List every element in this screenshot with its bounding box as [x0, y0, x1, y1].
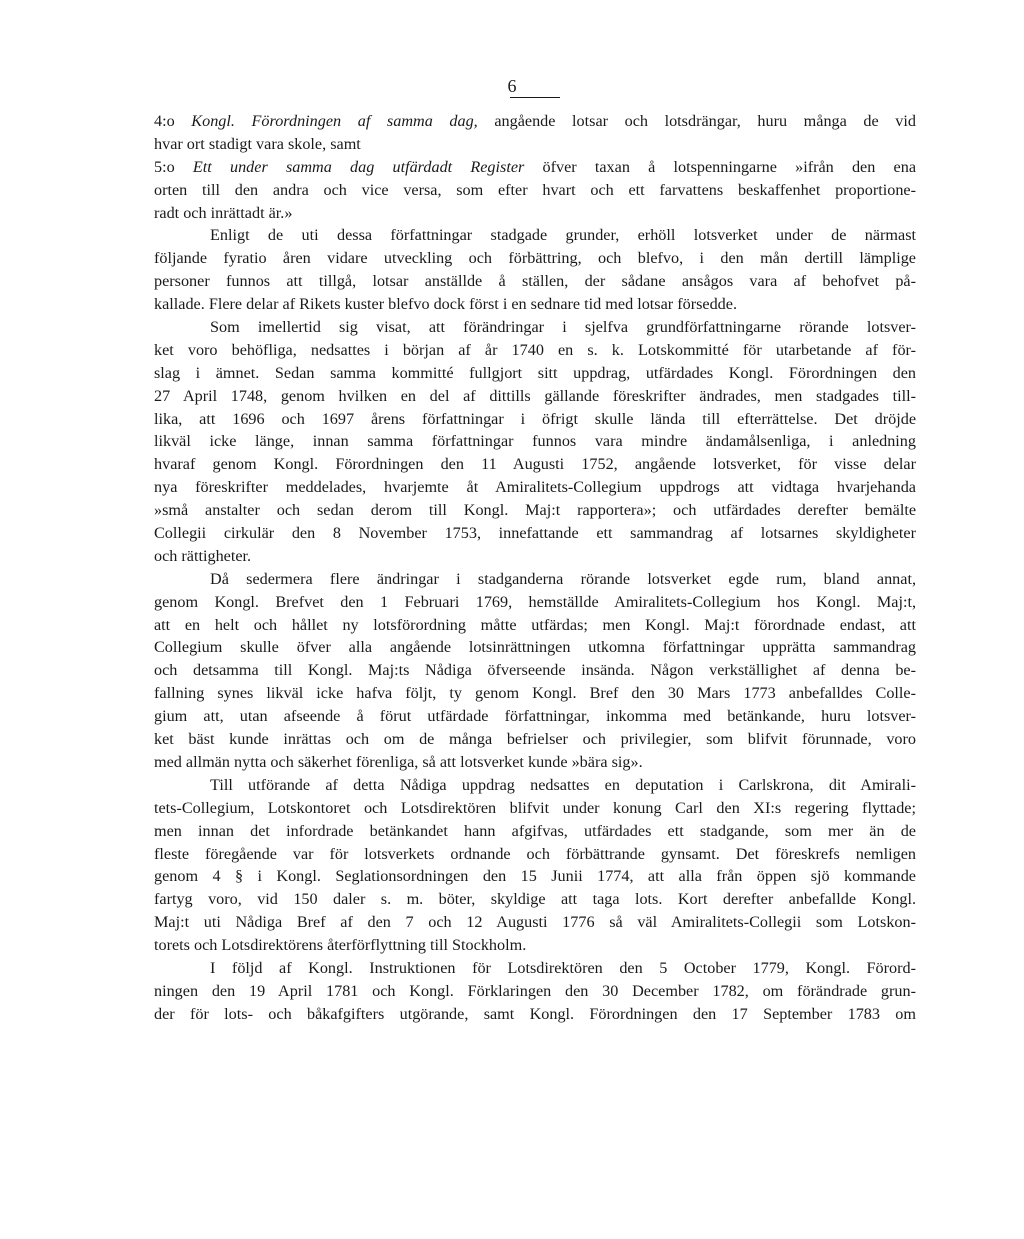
text-line: [154, 247, 916, 270]
text-segment: 27 April 1748, genom hvilken en del af dittills gällande föreskrifter ändrades, men stadgades till-: [154, 386, 916, 405]
text-segment: 4:o: [154, 112, 192, 130]
text-line: [154, 476, 916, 499]
text-line: [154, 1003, 916, 1026]
text-line: [154, 728, 916, 751]
text-segment: gium att, utan afseende å förut utfärdade författningar, inkomma med betänkande, huru lotsver-: [154, 707, 916, 726]
text-line: [154, 133, 916, 156]
text-segment: Då sedermera flere ändringar i stadganderna rörande lotsverket egde rum, bland annat,: [210, 569, 916, 588]
text-segment: radt och inrättadt är.»: [154, 203, 293, 222]
text-line: [154, 888, 916, 911]
text-line: [154, 293, 916, 316]
text-segment: tets-Collegium, Lotskontoret och Lotsdirektören blifvit under konung Carl den XI:s regering flyttade;: [154, 798, 916, 817]
page-number-rule: [510, 97, 560, 98]
text-line: [154, 614, 916, 637]
page-number: 6: [507, 76, 517, 96]
text-segment: öfver taxan å lotspenningarne »ifrån den ena: [524, 157, 916, 176]
text-segment: genom 4 § i Kongl. Seglationsordningen den 15 Junii 1774, att alla från öppen sjö kommande: [154, 867, 916, 886]
text-line: [154, 316, 916, 339]
text-line: [154, 774, 916, 797]
text-segment: ningen den 19 April 1781 och Kongl. Förklaringen den 30 December 1782, om förändrade grun-: [154, 981, 916, 1000]
text-line: [154, 591, 916, 614]
text-segment: personer funnos att tillgå, lotsar anställde å ställen, der sådane ansågos vara af behofvet på-: [154, 272, 916, 291]
text-line: [154, 499, 916, 522]
text-segment: Collegium skulle öfver alla angående lotsinrättningen utkomna författningar upprätta sammandrag: [154, 638, 916, 657]
text-segment: 5:o: [154, 157, 193, 176]
text-line: [154, 110, 916, 133]
text-segment: men innan det infordrade betänkandet hann afgifvas, utfärdades ett stadgande, som mer än de: [154, 821, 916, 840]
text-line: [154, 636, 916, 659]
text-line: [154, 865, 916, 888]
text-segment: der för lots- och båkafgifters utgörande, samt Kongl. Förordningen den 17 September 1783 om: [154, 1004, 916, 1023]
text-line: [154, 430, 916, 453]
text-segment: ket bäst kunde inrättas och om de många befrielser och privilegier, som blifvit förunnade, voro: [154, 730, 916, 749]
text-line: [154, 659, 916, 682]
text-segment: »små anstalter och sedan derom till Kongl. Maj:t rapportera»; och utfärdades derefter bemälte: [154, 501, 916, 520]
text-segment: att en helt och hållet ny lotsförordning måtte utfärdas; men Kongl. Maj:t förordnade endast, att: [154, 615, 916, 634]
text-segment: angående lotsar och lotsdrängar, huru många de vid: [477, 112, 916, 130]
text-line: [154, 911, 916, 934]
text-line: [154, 751, 916, 774]
text-line: [154, 705, 916, 728]
text-segment: följande fyratio åren vidare utveckling och förbättring, och blefvo, i den mån dertill lämplige: [154, 249, 916, 268]
text-line: [154, 568, 916, 591]
text-segment: genom Kongl. Brefvet den 1 Februari 1769, hemställde Amiralitets-Collegium hos Kongl. Maj:t,: [154, 592, 916, 611]
text-segment: orten till den andra och vice versa, som efter hvart och ett farvattens beskaffenhet proportione-: [154, 180, 916, 199]
text-line: [154, 843, 916, 866]
text-line: [154, 362, 916, 385]
text-segment: I följd af Kongl. Instruktionen för Lotsdirektören den 5 October 1779, Kongl. Förord-: [210, 958, 916, 977]
text-line: [154, 545, 916, 568]
text-line: [154, 682, 916, 705]
text-segment: hvaraf genom Kongl. Förordningen den 11 Augusti 1752, angående lotsverket, för visse delar: [154, 455, 916, 474]
text-segment: med allmän nytta och säkerhet förenliga, så att lotsverket kunde »bära sig».: [154, 752, 643, 771]
text-segment: Collegii cirkulär den 8 November 1753, innefattande ett sammandrag af lotsarnes skyldigheter: [154, 524, 916, 543]
text-segment: slag i ämnet. Sedan samma kommitté fullgjort sitt uppdrag, utfärdades Kongl. Förordningen den: [154, 363, 916, 382]
text-line: [154, 797, 916, 820]
text-segment: Till utförande af detta Nådiga uppdrag nedsattes en deputation i Carlskrona, dit Amirali-: [210, 775, 916, 794]
text-segment: Enligt de uti dessa författningar stadgade grunder, erhöll lotsverket under de närmast: [210, 226, 916, 245]
text-segment: fallning synes likväl icke hafva följt, ty genom Kongl. Bref den 30 Mars 1773 anbefalldes Colle-: [154, 684, 916, 703]
text-line: [154, 156, 916, 179]
text-segment: Som imellertid sig visat, att förändringar i sjelfva grundförfattningarne rörande lotsver-: [210, 318, 916, 337]
text-segment: lika, att 1696 och 1697 årens författningar i öfrigt skulle lända till efterrättelse. Det dröjde: [154, 409, 916, 428]
text-segment: och rättigheter.: [154, 546, 252, 565]
text-segment: nya föreskrifter meddelades, hvarjemte åt Amiralitets-Collegium uppdrogs att vidtaga hvarjehanda: [154, 478, 916, 497]
text-line: [154, 270, 916, 293]
text-line: [154, 522, 916, 545]
text-line: [154, 179, 916, 202]
text-line: [154, 934, 916, 957]
text-segment: torets och Lotsdirektörens återförflyttning till Stockholm.: [154, 936, 527, 955]
text-line: [154, 453, 916, 476]
text-line: [154, 820, 916, 843]
italic-text: Kongl. Förordningen af samma dag,: [191, 112, 478, 130]
text-line: [154, 202, 916, 225]
text-line: [154, 957, 916, 980]
italic-text: Ett under samma dag utfärdadt Register: [192, 157, 525, 176]
text-segment: ket voro behöfliga, nedsattes i början af år 1740 en s. k. Lotskommitté för utarbetande af för-: [154, 340, 916, 359]
document-body: [154, 110, 916, 1026]
text-segment: Maj:t uti Nådiga Bref af den 7 och 12 Augusti 1776 så väl Amiralitets-Collegii som Lotskon-: [154, 913, 916, 932]
text-segment: likväl icke länge, innan samma författningar funnos vara mindre ändamålsenliga, i anledning: [154, 432, 916, 451]
text-line: [154, 339, 916, 362]
text-segment: hvar ort stadigt vara skole, samt: [154, 134, 361, 153]
text-segment: och detsamma till Kongl. Maj:ts Nådiga öfverseende insända. Någon verkställighet af denna be-: [154, 661, 916, 680]
text-segment: fartyg voro, vid 150 daler s. m. böter, skyldige att taga lots. Kort derefter anbefallde Kongl.: [154, 890, 916, 909]
text-segment: kallade. Flere delar af Rikets kuster blefvo dock först i en sednare tid med lotsar försedde.: [154, 295, 738, 314]
text-segment: fleste föregående var för lotsverkets ordnande och förbättrande gynsamt. Det föreskrefs nemligen: [154, 844, 916, 863]
text-line: [154, 980, 916, 1003]
text-line: [154, 224, 916, 247]
text-line: [154, 385, 916, 408]
text-line: [154, 408, 916, 431]
